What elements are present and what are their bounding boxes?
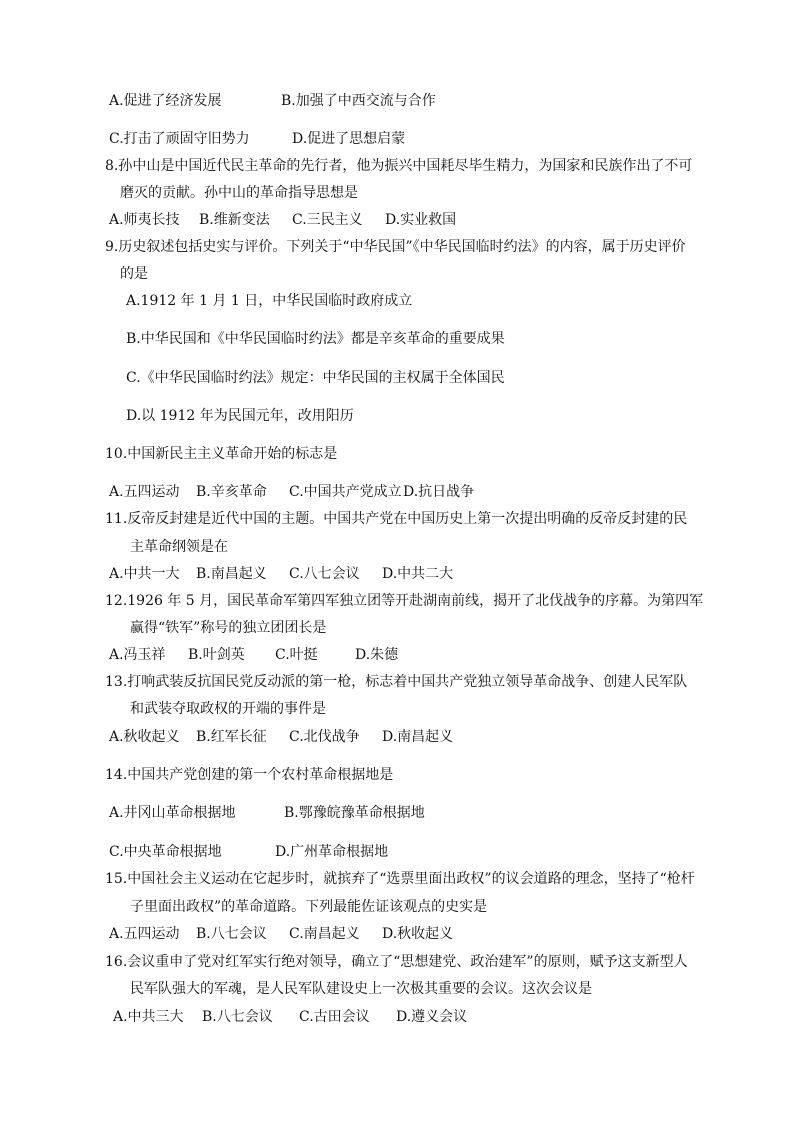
q16-stem-cont: 民军队强大的军魂，是人民军队建设史上一次极其重要的会议。这次会议是 (130, 981, 592, 997)
q13-option-c: C.北伐战争 (289, 729, 360, 745)
q14-stem: 14.中国共产党创建的第一个农村革命根据地是 (105, 767, 394, 783)
q10-option-a: A.五四运动 (109, 484, 180, 500)
q16-option-d: D.遵义会议 (396, 1009, 468, 1025)
q15-stem-cont: 子里面出政权”的革命道路。下列最能佐证该观点的史实是 (130, 899, 488, 915)
q10-option-c: C.中国共产党成立 (289, 484, 402, 500)
q9-option-c: C.《中华民国临时约法》规定：中华民国的主权属于全体国民 (126, 370, 505, 386)
q7-option-b: B.加强了中西交流与合作 (281, 93, 436, 109)
q9-option-d: D.以 1912 年为民国元年，改用阳历 (126, 408, 354, 424)
q11-option-a: A.中共一大 (109, 566, 180, 582)
q8-option-a: A.师夷长技 (109, 212, 180, 228)
q12-stem: 12.1926 年 5 月，国民革命军第四军独立团等开赴湖南前线，揭开了北伐战争的序幕。为第四军 (105, 593, 704, 609)
q11-stem-cont: 主革命纲领是在 (130, 539, 228, 555)
q15-stem: 15.中国社会主义运动在它起步时，就摈弃了“选票里面出政权”的议会道路的理念，坚持了“枪杆 (105, 871, 695, 887)
q8-option-c: C.三民主义 (292, 212, 363, 228)
q13-stem-cont: 和武装夺取政权的开端的事件是 (130, 701, 326, 717)
q12-option-c: C.叶挺 (275, 647, 318, 663)
q8-stem-cont: 磨灭的贡献。孙中山的革命指导思想是 (120, 185, 358, 201)
q11-option-d: D.中共二大 (382, 566, 454, 582)
q16-option-c: C.古田会议 (299, 1009, 370, 1025)
q9-stem: 9.历史叙述包括史实与评价。下列关于“中华民国”《中华民国临时约法》的内容，属于历史评价 (105, 239, 686, 255)
q7-option-c: C.打击了顽固守旧势力 (109, 131, 250, 147)
q11-stem: 11.反帝反封建是近代中国的主题。中国共产党在中国历史上第一次提出明确的反帝反封建的民 (105, 511, 688, 527)
q10-option-b: B.辛亥革命 (196, 484, 267, 500)
q11-option-b: B.南昌起义 (196, 566, 267, 582)
q15-option-b: B.八七会议 (196, 926, 267, 942)
q16-option-b: B.八七会议 (202, 1009, 273, 1025)
q12-option-a: A.冯玉祥 (109, 647, 166, 663)
q14-option-b: B.鄂豫皖豫革命根据地 (284, 805, 425, 821)
q11-option-c: C.八七会议 (289, 566, 360, 582)
q15-option-a: A.五四运动 (109, 926, 180, 942)
q10-stem: 10.中国新民主主义革命开始的标志是 (105, 446, 338, 462)
q9-option-b: B.中华民国和《中华民国临时约法》都是辛亥革命的重要成果 (126, 331, 505, 347)
q8-option-d: D.实业救国 (385, 212, 457, 228)
q8-option-b: B.维新变法 (199, 212, 270, 228)
q15-option-c: C.南昌起义 (289, 926, 360, 942)
q15-option-d: D.秋收起义 (382, 926, 454, 942)
q9-stem-cont: 的是 (120, 266, 148, 282)
q14-option-c: C.中央革命根据地 (109, 844, 222, 860)
q9-option-a: A.1912 年 1 月 1 日，中华民国临时政府成立 (126, 293, 413, 309)
q13-stem: 13.打响武装反抗国民党反动派的第一枪，标志着中国共产党独立领导革命战争、创建人民军队 (105, 674, 688, 690)
q7-option-a: A.促进了经济发展 (109, 93, 222, 109)
q13-option-b: B.红军长征 (196, 729, 267, 745)
q14-option-a: A.井冈山革命根据地 (109, 805, 236, 821)
q12-option-b: B.叶剑英 (188, 647, 245, 663)
q10-option-d: D.抗日战争 (403, 484, 475, 500)
q8-stem: 8.孙中山是中国近代民主革命的先行者，他为振兴中国耗尽毕生精力，为国家和民族作出了不可 (105, 158, 693, 174)
q13-option-d: D.南昌起义 (382, 729, 454, 745)
q16-option-a: A.中共三大 (113, 1009, 184, 1025)
q7-option-d: D.促进了思想启蒙 (292, 131, 406, 147)
q16-stem: 16.会议重申了党对红军实行绝对领导，确立了“思想建党、政治建军”的原则，赋予这支新型人 (105, 954, 688, 970)
q12-stem-cont: 赢得“铁军”称号的独立团团长是 (130, 620, 327, 636)
q14-option-d: D.广州革命根据地 (275, 844, 389, 860)
q12-option-d: D.朱德 (355, 647, 399, 663)
q13-option-a: A.秋收起义 (109, 729, 180, 745)
